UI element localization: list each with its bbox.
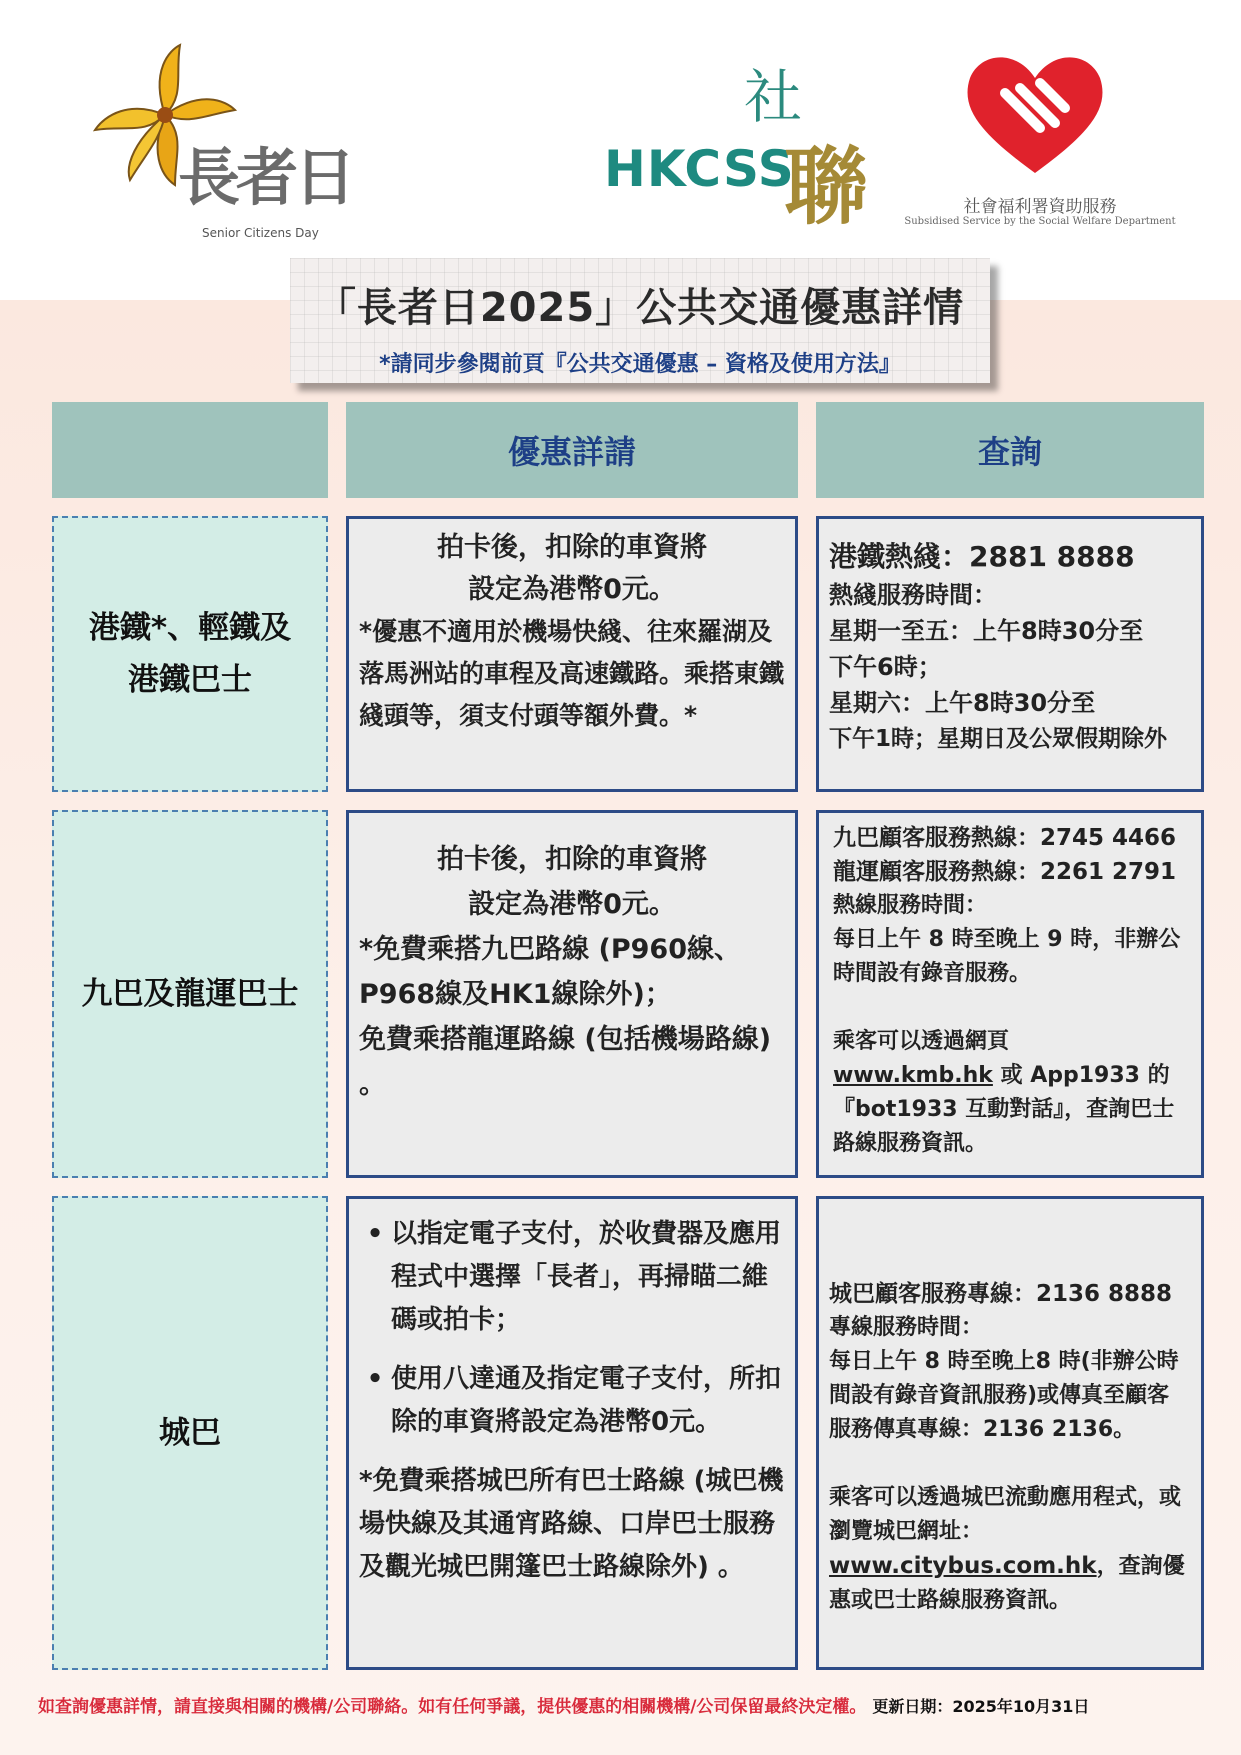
query-line: 熱線服務時間： bbox=[833, 893, 988, 918]
detail-mtr bbox=[346, 516, 798, 792]
query-line: 專線服務時間： bbox=[829, 1315, 984, 1340]
hkcss-chinese-top: 社 bbox=[744, 63, 803, 131]
detail-line: 設定為港幣0元。 bbox=[468, 889, 676, 920]
enquiry-kmb bbox=[816, 810, 1204, 1178]
citybus-website-link[interactable]: www.citybus.com.hk bbox=[829, 1553, 1097, 1579]
row-label-citybus bbox=[52, 1196, 328, 1670]
query-text: 乘客可以透過城巴流動應用程式，或瀏覽城巴網址： bbox=[829, 1485, 1182, 1544]
page-title: 「長者日2025」公共交通優惠詳情 bbox=[315, 285, 965, 331]
title-box bbox=[290, 258, 990, 383]
citybus-hotline: 城巴顧客服務專線：2136 8888 bbox=[829, 1281, 1173, 1307]
senior-citizens-day-logo bbox=[90, 40, 400, 240]
header-details: 優惠詳請 bbox=[346, 402, 798, 498]
kmb-hotline: 九巴顧客服務熱線：2745 4466 bbox=[833, 825, 1177, 851]
bullet-text: 以指定電子支付，於收費器及應用程式中選擇「長者」，再掃瞄二維碼或拍卡； bbox=[391, 1219, 782, 1335]
row-label-line: 城巴 bbox=[159, 1415, 221, 1451]
row-label-line: 港鐵*、輕鐵及 bbox=[88, 610, 292, 646]
query-line: 每日上午 8 時至晚上8 時(非辦公時間設有錄音資訊服務)或傳真至顧客服務傳真專線：2136 2136。 bbox=[829, 1349, 1179, 1442]
query-line: 熱綫服務時間： bbox=[829, 581, 997, 609]
detail-line: 拍卡後，扣除的車資將 bbox=[437, 844, 707, 875]
detail-note: *免費乘搭九巴路線 (P960線、P968線及HK1線除外)； bbox=[359, 934, 742, 1010]
detail-citybus bbox=[346, 1196, 798, 1670]
mtr-hotline: 港鐵熱綫：2881 8888 bbox=[829, 540, 1135, 573]
page-subtitle: *請同步參閱前頁『公共交通優惠 – 資格及使用方法』 bbox=[379, 352, 901, 377]
swd-chinese: 社會福利署資助服務 bbox=[963, 197, 1117, 217]
query-para bbox=[829, 1481, 1191, 1618]
detail-line: 設定為港幣0元。 bbox=[468, 574, 676, 605]
query-line: 每日上午 8 時至晚上 9 時，非辦公時間設有錄音服務。 bbox=[833, 927, 1181, 986]
detail-note-2: 免費乘搭龍運路線 (包括機場路線) 。 bbox=[359, 1024, 772, 1100]
enquiry-citybus bbox=[816, 1196, 1204, 1670]
row-label-line: 九巴及龍運巴士 bbox=[81, 976, 299, 1012]
bullet-text: 使用八達通及指定電子支付，所扣除的車資將設定為港幣0元。 bbox=[391, 1364, 782, 1437]
bullet-item: • 使用八達通及指定電子支付，所扣除的車資將設定為港幣0元。 bbox=[359, 1358, 785, 1444]
update-date: 更新日期：2025年10月31日 bbox=[872, 1697, 1090, 1716]
swd-logo bbox=[900, 48, 1180, 238]
query-text: ，查詢優惠或巴士路線服務資訊。 bbox=[829, 1554, 1185, 1613]
query-line: 下午1時；星期日及公眾假期除外 bbox=[829, 726, 1168, 752]
query-line: 下午6時； bbox=[829, 653, 942, 681]
detail-note: *優惠不適用於機場快綫、往來羅湖及落馬洲站的車程及高速鐵路。乘搭東鐵綫頭等，須支付頭等額外費。* bbox=[359, 617, 785, 730]
kmb-website-link[interactable]: www.kmb.hk bbox=[833, 1063, 993, 1088]
query-line: 星期六：上午8時30分至 bbox=[829, 689, 1096, 717]
footer-notice: 如查詢優惠詳情，請直接與相關的機構/公司聯絡。如有任何爭議，提供優惠的相關機構/公司保留最終決定權。 bbox=[38, 1697, 867, 1717]
row-label-mtr bbox=[52, 516, 328, 792]
heart-icon bbox=[960, 48, 1110, 178]
swd-english: Subsidised Service by the Social Welfare Department bbox=[904, 216, 1176, 227]
hkcss-logo bbox=[604, 50, 869, 240]
query-text: 或 App1933 的『bot1933 互動對話』，查詢巴士路線服務資訊。 bbox=[833, 1063, 1175, 1156]
lwb-hotline: 龍運顧客服務熱線：2261 2791 bbox=[833, 859, 1177, 885]
bullet-item: • 以指定電子支付，於收費器及應用程式中選擇「長者」，再掃瞄二維碼或拍卡； bbox=[359, 1213, 785, 1342]
detail-note: *免費乘搭城巴所有巴士路線 (城巴機場快線及其通宵路線、口岸巴士服務及觀光城巴開篷巴士路線除外) 。 bbox=[359, 1466, 784, 1582]
header-enquiry: 查詢 bbox=[816, 402, 1204, 498]
row-label-kmb bbox=[52, 810, 328, 1178]
query-para bbox=[833, 1025, 1187, 1161]
header-blank bbox=[52, 402, 328, 498]
query-text: 乘客可以透過網頁 bbox=[833, 1029, 1010, 1054]
detail-kmb bbox=[346, 810, 798, 1178]
senior-day-english: Senior Citizens Day bbox=[202, 226, 319, 240]
hkcss-chinese-bottom: 聯 bbox=[784, 137, 869, 236]
detail-line: 拍卡後，扣除的車資將 bbox=[437, 532, 707, 563]
row-label-line: 港鐵巴士 bbox=[128, 662, 252, 698]
query-line: 星期一至五：上午8時30分至 bbox=[829, 617, 1144, 645]
enquiry-mtr bbox=[816, 516, 1204, 792]
senior-day-chinese: 長者日 bbox=[178, 141, 353, 214]
footer bbox=[38, 1692, 1218, 1717]
hkcss-english: HKCSS bbox=[604, 140, 795, 198]
